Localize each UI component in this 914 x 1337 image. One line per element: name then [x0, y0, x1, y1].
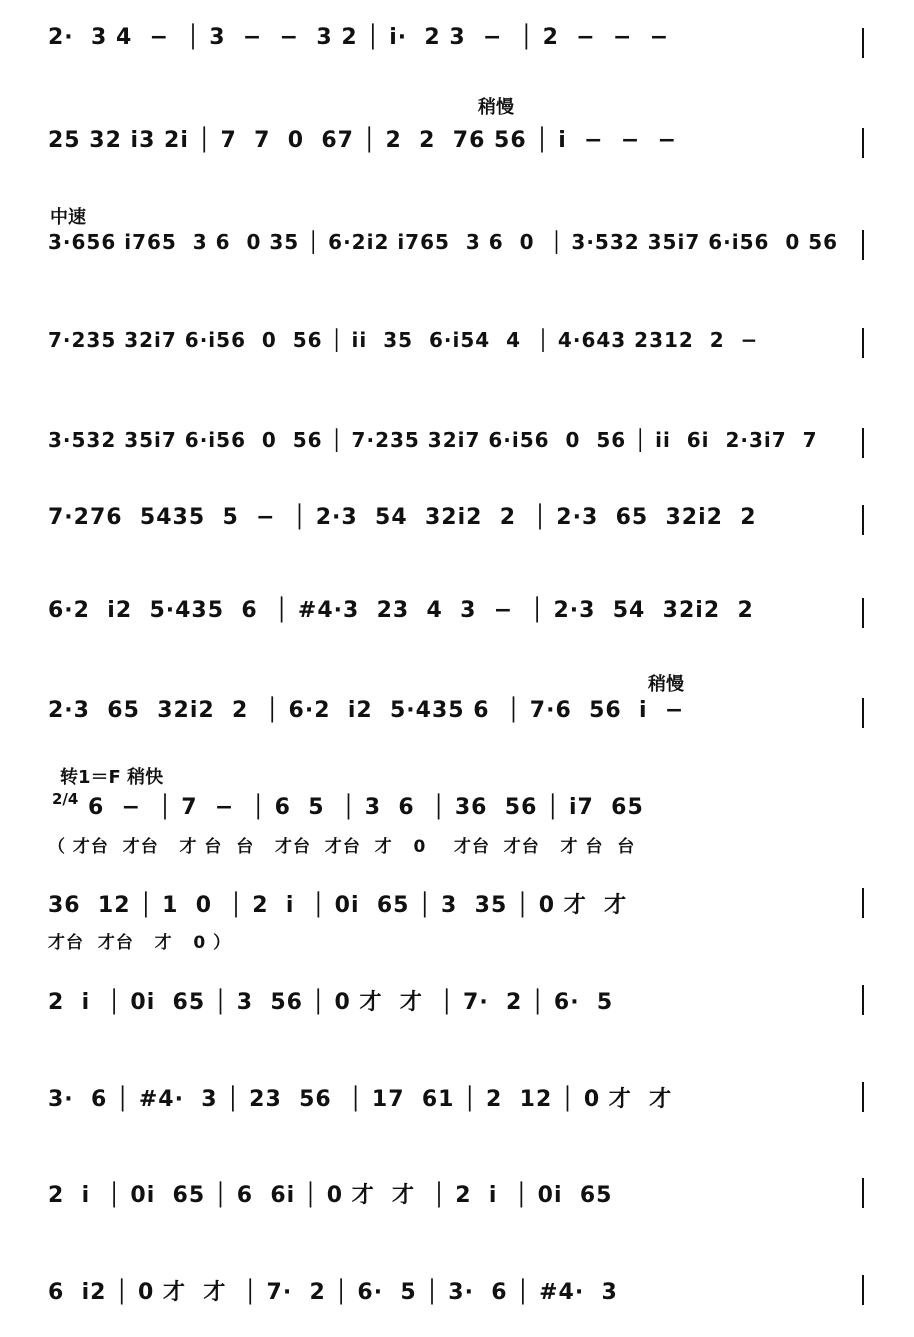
- row-end-barline: [862, 230, 864, 260]
- row-end-barline: [862, 1178, 864, 1208]
- notation-row-8: 2·3 65 32i2 2 │ 6·2 i2 5·435 6 │ 7·6 56 i −: [48, 698, 685, 723]
- row-end-barline: [862, 888, 864, 918]
- notation-row-7: 6·2 i2 5·435 6 │ #4·3 23 4 3 − │ 2·3 54 32i2 2: [48, 598, 754, 623]
- row-end-barline: [862, 598, 864, 628]
- row-end-barline: [862, 128, 864, 158]
- row-end-barline: [862, 28, 864, 58]
- tempo-mark-slightly-slow: 稍慢: [478, 97, 514, 118]
- key-change-mark: 转1＝F 稍快: [60, 767, 164, 788]
- notation-row-5: 3·532 35i7 6·i56 0 56 │ 7·235 32i7 6·i56 0 56 │ ii 6i 2·3i7 7: [48, 428, 818, 452]
- notation-row-4: 7·235 32i7 6·i56 0 56 │ ii 35 6·i54 4 │ 4·643 2312 2 −: [48, 328, 759, 352]
- row-end-barline: [862, 698, 864, 728]
- notation-row-13: 2 i │ 0i 65 │ 6 6i │ 0 才 才 │ 2 i │ 0i 65: [48, 1183, 613, 1208]
- percussion-row-1: （ 才台 才台 才 台 台 才台 才台 才 0 才台 才台 才 台 台: [48, 837, 636, 857]
- tempo-mark-slightly-slow-2: 稍慢: [648, 674, 684, 695]
- time-signature: 2/4: [52, 790, 79, 808]
- row-end-barline: [862, 428, 864, 458]
- percussion-row-2: 才台 才台 才 0 ）: [48, 933, 232, 953]
- tempo-mark-moderate: 中速: [50, 207, 86, 228]
- row-end-barline: [862, 505, 864, 535]
- notation-row-6: 7·276 5435 5 − │ 2·3 54 32i2 2 │ 2·3 65 32i2 2: [48, 505, 757, 530]
- notation-row-14: 6 i2 │ 0 才 才 │ 7· 2 │ 6· 5 │ 3· 6 │ #4· 3: [48, 1280, 618, 1305]
- row-end-barline: [862, 1082, 864, 1112]
- notation-row-2: 25 32 i3 2i │ 7 7 0 67 │ 2 2 76 56 │ i − − −: [48, 128, 678, 153]
- notation-row-3: 3·656 i765 3 6 0 35 │ 6·2i2 i765 3 6 0 │ 3·532 35i7 6·i56 0 56: [48, 230, 839, 254]
- row-end-barline: [862, 328, 864, 358]
- notation-row-11: 2 i │ 0i 65 │ 3 56 │ 0 才 才 │ 7· 2 │ 6· 5: [48, 990, 614, 1015]
- row-end-barline: [862, 985, 864, 1015]
- row-end-barline: [862, 1275, 864, 1305]
- notation-row-12: 3· 6 │ #4· 3 │ 23 56 │ 17 61 │ 2 12 │ 0 才 才: [48, 1087, 673, 1112]
- notation-row-1: 2· 3 4 − │ 3 − − 3 2 │ i· 2 3 − │ 2 − − −: [48, 25, 670, 50]
- notation-row-10: 36 12 │ 1 0 │ 2 i │ 0i 65 │ 3 35 │ 0 才 才: [48, 893, 628, 918]
- notation-row-9: 6 − │ 7 − │ 6 5 │ 3 6 │ 36 56 │ i7 65: [88, 795, 644, 820]
